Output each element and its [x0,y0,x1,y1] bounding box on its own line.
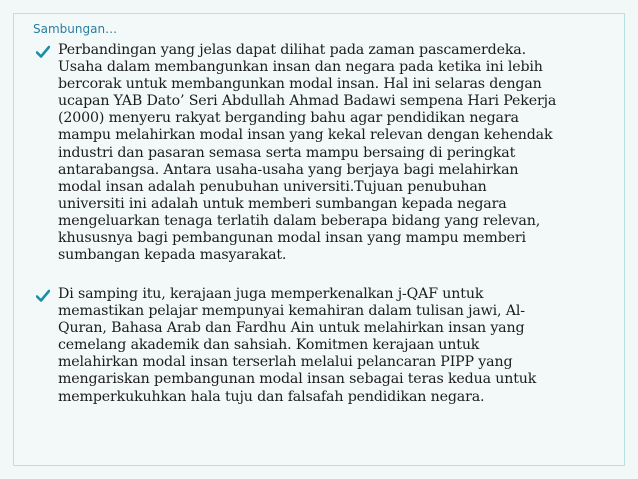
slide-title: Sambungan… [33,22,118,36]
bullet-text-1: Perbandingan yang jelas dapat dilihat pada zaman pascamerdeka. Usaha dalam membangunkan insan dan negara pada ketika ini lebih bercorak untuk membangunkan modal insan. Hal ini selaras dengan ucapan YAB Dato’ Seri Abdullah Ahmad Badawi sempena Hari Pekerja (2000) menyeru rakyat berganding bahu agar pendidikan negara mampu melahirkan modal insan yang kekal relevan dengan kehendak industri dan pasaran semasa serta mampu bersaing di peringkat antarabangsa. Antara usaha-usaha yang berjaya bagi melahirkan modal insan adalah penubuhan universiti.Tujuan penubuhan universiti ini adalah untuk memberi sumbangan kepada negara mengeluarkan tenaga terlatih dalam beberapa bidang yang relevan, khususnya bagi pembangunan modal insan yang mampu memberi sumbangan kepada masyarakat. [58,42,557,264]
bullet-text-2: Di samping itu, kerajaan juga memperkenalkan j-QAF untuk memastikan pelajar mempunyai kemahiran dalam tulisan jawi, Al- Quran, Bahasa Arab dan Fardhu Ain untuk melahirkan insan yang cemelang akademik dan sahsiah. Komitmen kerajaan untuk melahirkan modal insan terserlah melalui pelancaran PIPP yang mengariskan pembangunan modal insan sebagai teras kedua untuk memperkukuhkan hala tuju dan falsafah pendidikan negara. [58,286,537,405]
check-mark-icon [36,45,50,59]
bullet-item-2 [36,286,596,406]
check-mark-icon [36,289,50,303]
bullet-item-1 [36,42,596,264]
